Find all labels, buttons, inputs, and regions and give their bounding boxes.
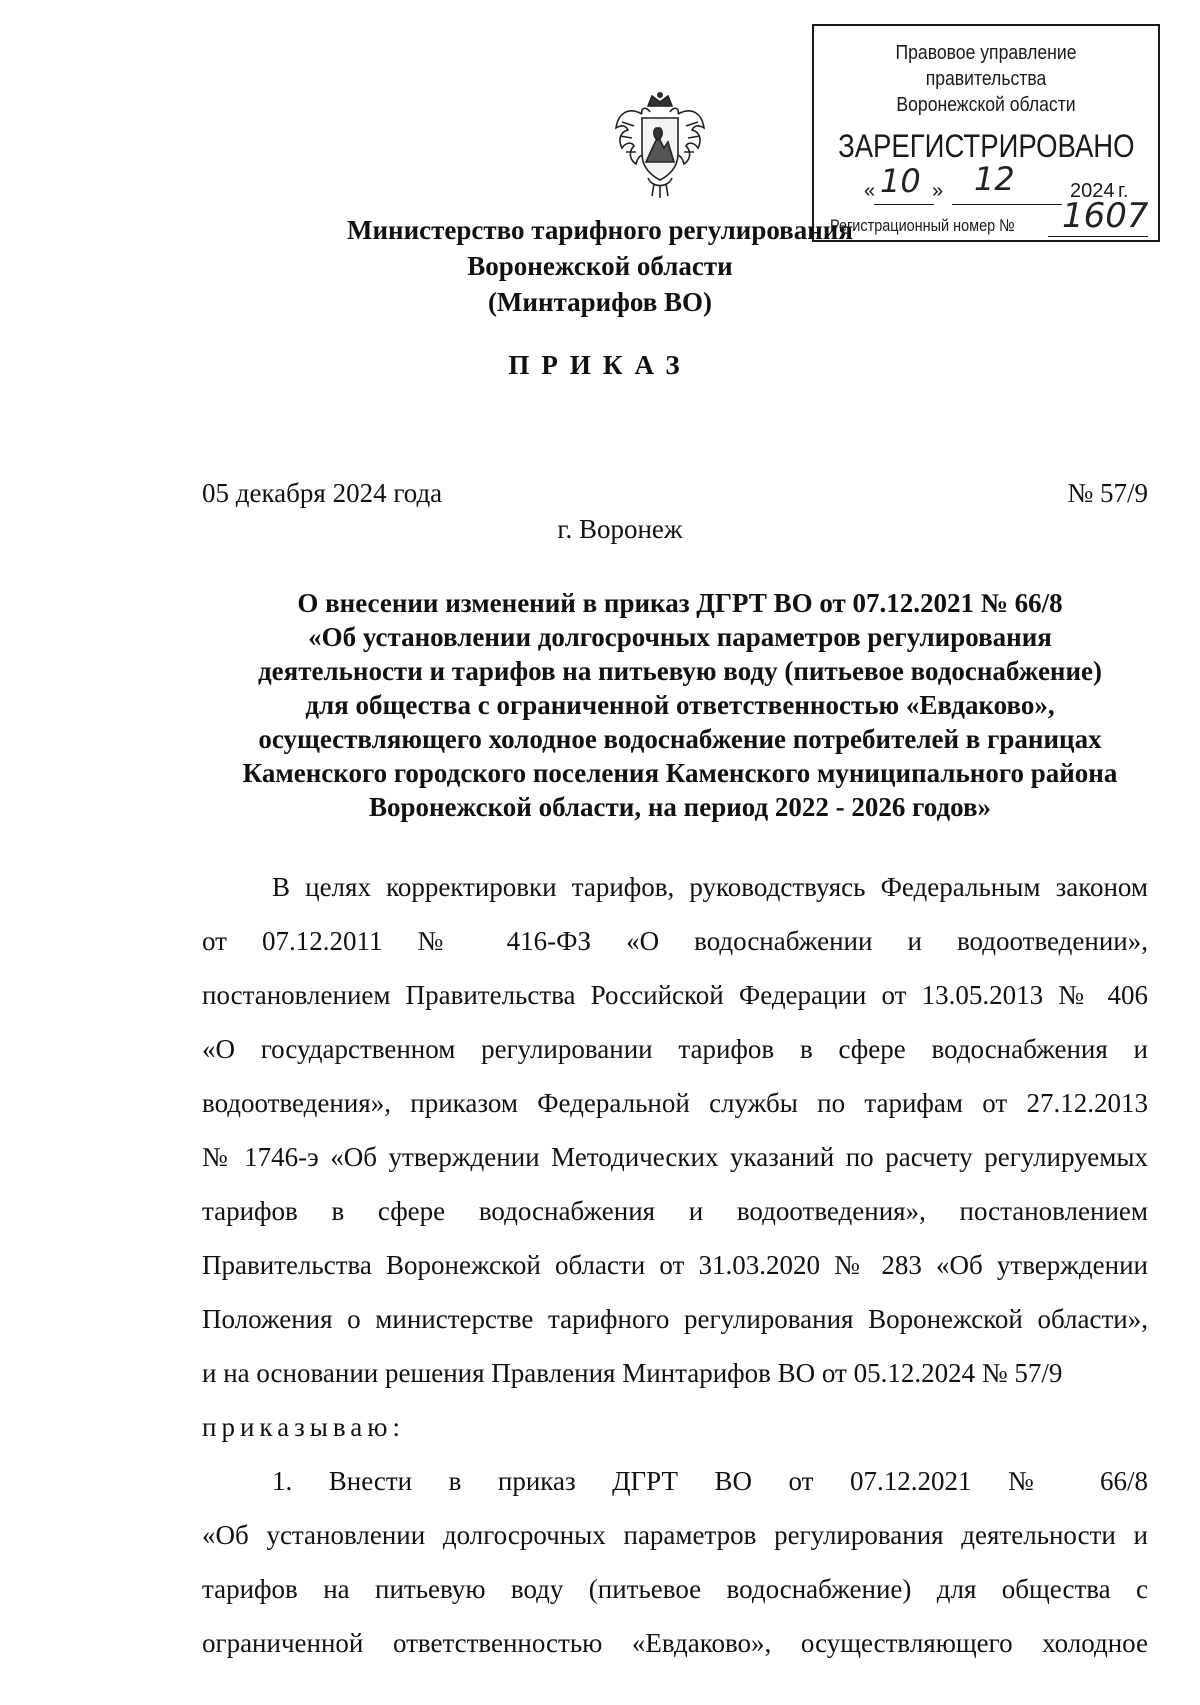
document-title — [180, 586, 1180, 824]
body-line: Положения о министерстве тарифного регулирования Воронежской области», — [202, 1304, 1148, 1334]
stamp-registered-label: ЗАРЕГИСТРИРОВАНО — [838, 128, 1135, 164]
stamp-month-underline — [952, 204, 1062, 205]
body-line: постановлением Правительства Российской Федерации от 13.05.2013 № 406 — [202, 980, 1148, 1010]
coat-of-arms-icon — [612, 92, 708, 202]
body-line: водоотведения», приказом Федеральной службы по тарифам от 27.12.2013 — [202, 1088, 1148, 1118]
body-line: Правительства Воронежской области от 31.03.2020 № 283 «Об утверждении — [202, 1250, 1148, 1280]
stamp-day-underline — [874, 204, 934, 205]
stamp-org-line-1: Правовое управление правительства — [895, 42, 1077, 90]
title-line: деятельности и тарифов на питьевую воду (питьевое водоснабжение) — [257, 656, 1103, 686]
body-line: В целях корректировки тарифов, руководствуясь Федеральным законом — [272, 872, 1148, 902]
stamp-regno-label: Регистрационный номер № — [830, 216, 1015, 235]
stamp-org-line-2: Воронежской области — [896, 94, 1076, 116]
document-type: ПРИКАЗ — [508, 350, 692, 380]
body-line: от 07.12.2011 № 416-ФЗ «О водоснабжении и водоотведении», — [202, 926, 1148, 956]
title-line: осуществляющего холодное водоснабжение потребителей в границах — [258, 724, 1102, 754]
ministry-name-line-1: Министерство тарифного регулирования — [347, 215, 853, 245]
body-line: и на основании решения Правления Минтарифов ВО от 05.12.2024 № 57/9 — [202, 1358, 1063, 1388]
ministry-header — [0, 212, 1200, 320]
ministry-abbreviation: (Минтарифов ВО) — [487, 287, 713, 317]
stamp-date-open-quote: « — [864, 180, 876, 202]
document-date: 05 декабря 2024 года — [202, 478, 443, 508]
title-line: Каменского городского поселения Каменского муниципального района — [242, 758, 1118, 788]
title-line: «Об установлении долгосрочных параметров регулирования — [308, 622, 1052, 652]
item-line: 1. Внести в приказ ДГРТ ВО от 07.12.2021 № 66/8 — [272, 1466, 1148, 1496]
item-line: «Об установлении долгосрочных параметров регулирования деятельности и — [202, 1520, 1148, 1550]
order-keyword: приказываю: — [202, 1412, 405, 1442]
stamp-organization — [835, 40, 1138, 118]
stamp-date-day: 10 — [880, 162, 921, 200]
ministry-name-line-2: Воронежской области — [467, 251, 733, 281]
body-line: «О государственном регулировании тарифов в сфере водоснабжения и — [202, 1034, 1148, 1064]
stamp-date-year: 2024 — [1070, 180, 1115, 202]
body-line: тарифов в сфере водоснабжения и водоотведения», постановлением — [202, 1196, 1148, 1226]
title-line: Воронежской области, на период 2022 - 2026 годов» — [368, 792, 992, 822]
stamp-date-close-quote: » — [932, 180, 944, 202]
order-item-1 — [202, 1454, 1148, 1670]
registration-stamp — [812, 24, 1160, 242]
title-line: О внесении изменений в приказ ДГРТ ВО от 07.12.2021 № 66/8 — [297, 588, 1063, 618]
item-line: ограниченной ответственностью «Евдаково», осуществляющего холодное — [202, 1628, 1148, 1658]
document-city: г. Воронеж — [557, 514, 683, 544]
body-line: № 1746-э «Об утверждении Методических указаний по расчету регулируемых — [202, 1142, 1148, 1172]
stamp-regno-value: 1607 — [1062, 196, 1149, 236]
stamp-date-year-suffix: г. — [1118, 180, 1129, 202]
preamble-paragraph — [202, 860, 1148, 1454]
title-line: для общества с ограниченной ответственностью «Евдаково», — [305, 690, 1055, 720]
document-number: № 57/9 — [1067, 478, 1148, 508]
item-line: тарифов на питьевую воду (питьевое водоснабжение) для общества с — [202, 1574, 1148, 1604]
stamp-date-month: 12 — [974, 160, 1015, 198]
